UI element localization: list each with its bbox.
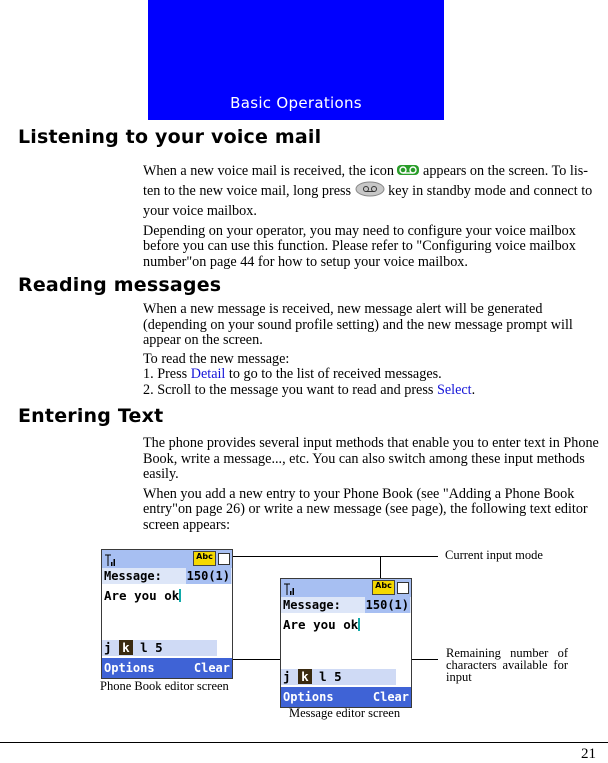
callout-input-mode: Current input mode xyxy=(445,548,543,562)
step1-text-end: to go to the list of received messages. xyxy=(228,366,442,382)
message-label: Message: xyxy=(104,569,162,583)
detail-link[interactable]: Detail xyxy=(190,366,226,382)
voicemail-text-1: When a new voice mail is received, the icon xyxy=(143,163,394,179)
footer-rule xyxy=(0,742,608,743)
voicemail-text-3: ten to the new voice mail, long press xyxy=(143,182,352,199)
voicemail-text-5: to your voice mailbox. xyxy=(143,182,593,219)
reading-paragraph-1: When a new message is received, new message alert will be generated (depending on your sound profile setting) and the new message prompt will appear on the screen. xyxy=(143,301,573,348)
typed-text: Are you ok xyxy=(283,617,359,632)
select-link[interactable]: Select xyxy=(436,381,472,398)
message-bar xyxy=(102,568,232,584)
options-softkey[interactable]: Options xyxy=(104,661,155,675)
input-mode-indicator: Abc xyxy=(372,580,395,595)
step1-text: 1. Press xyxy=(143,366,188,382)
battery-icon xyxy=(218,553,230,565)
typed-text: Are you ok xyxy=(104,588,180,603)
softkey-bar xyxy=(281,687,411,707)
battery-icon xyxy=(397,582,409,594)
voicemail-key-icon xyxy=(355,181,385,202)
candidate-j: j xyxy=(283,669,291,684)
key-candidates xyxy=(102,640,217,656)
message-caption: Message editor screen xyxy=(289,706,401,720)
candidate-rest: l 5 xyxy=(319,669,342,684)
entering-body xyxy=(143,436,603,537)
heading-reading-messages: Reading messages xyxy=(18,274,222,296)
step2-text: 2. Scroll to the message you want to read and press xyxy=(143,381,434,398)
remaining-count: 150(1) xyxy=(186,569,230,583)
candidate-j: j xyxy=(104,640,112,655)
text-cursor xyxy=(358,618,360,631)
reading-step-2 xyxy=(143,383,603,399)
voicemail-paragraph-2: Depending on your operator, you may need to configure your voice mailbox before you can use this function. Please refer to "Configuring voice mailbox number"on page 44 for how to setup your voice mailbox. xyxy=(143,222,576,270)
callout-remaining: Remaining number of characters available for input xyxy=(446,646,568,684)
chapter-banner xyxy=(148,0,444,120)
voice-mail-body xyxy=(143,162,603,274)
clear-softkey[interactable]: Clear xyxy=(372,690,409,704)
voicemail-text-2: appears on the screen. To lis- xyxy=(423,163,589,179)
chapter-title: Basic Operations xyxy=(230,94,362,112)
step2-period: . xyxy=(471,381,476,398)
reading-step-1 xyxy=(143,367,603,383)
candidate-rest: l 5 xyxy=(140,640,163,655)
text-field[interactable] xyxy=(283,617,360,632)
entering-paragraph-1: The phone provides several input methods that enable you to enter text in Phone Book, write a message..., etc. You can also switch among these input methods easily. xyxy=(143,435,599,482)
text-field[interactable] xyxy=(104,588,181,603)
message-editor-screen xyxy=(280,578,412,708)
phonebook-editor-screen xyxy=(101,549,233,679)
entering-paragraph-2: When you add a new entry to your Phone Book (see "Adding a Phone Book entry"on page 26) or write a new message (see page), the following text editor screen appears: xyxy=(143,485,588,533)
page-number: 21 xyxy=(581,746,596,762)
status-bar xyxy=(281,579,411,597)
remaining-count: 150(1) xyxy=(365,598,409,612)
callout-line-mode xyxy=(230,556,438,557)
clear-softkey[interactable]: Clear xyxy=(193,661,230,675)
voicemail-text-4: key in standby mode and connect xyxy=(388,182,578,199)
candidate-active: k xyxy=(119,640,133,655)
text-cursor xyxy=(179,589,181,602)
voicemail-icon xyxy=(397,163,419,181)
candidate-active: k xyxy=(298,669,312,684)
heading-entering-text: Entering Text xyxy=(18,405,164,427)
reading-intro: To read the new message: xyxy=(143,350,290,367)
status-bar xyxy=(102,550,232,568)
input-mode-indicator: Abc xyxy=(193,551,216,566)
key-candidates xyxy=(281,669,396,685)
heading-voice-mail: Listening to your voice mail xyxy=(18,126,322,148)
message-bar xyxy=(281,597,411,613)
softkey-bar xyxy=(102,658,232,678)
options-softkey[interactable]: Options xyxy=(283,690,334,704)
reading-body xyxy=(143,302,603,398)
message-label: Message: xyxy=(283,598,341,612)
phonebook-caption: Phone Book editor screen xyxy=(100,679,229,693)
